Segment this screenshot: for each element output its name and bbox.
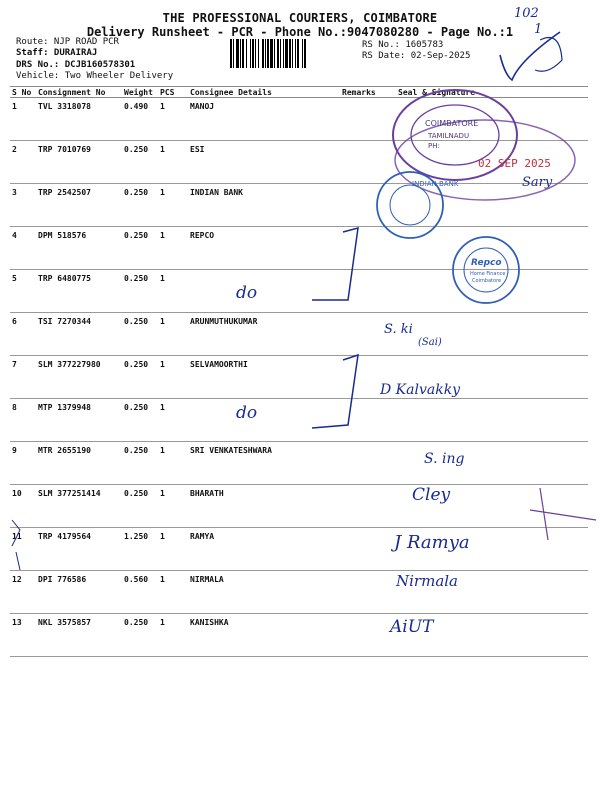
esi-stamp-phone: PH: — [428, 142, 440, 150]
document-subtitle: Delivery Runsheet - PCR - Phone No.:9047080280 - Page No.:1 — [86, 25, 514, 39]
cell-consignment: TRP 7010769 — [36, 141, 122, 184]
cell-consignee: KANISHKA — [188, 614, 340, 657]
col-seal: Seal & Signature — [396, 87, 588, 98]
rs-date: RS Date: 02-Sep-2025 — [362, 51, 471, 61]
cell-weight: 0.250 — [122, 356, 158, 399]
route-label: Route: NJP ROAD PCR — [16, 37, 119, 47]
corner-note-top: 102 — [514, 6, 539, 21]
signature-row-12: Nirmala — [396, 572, 458, 590]
cell-weight: 0.250 — [122, 614, 158, 657]
cell-weight: 1.250 — [122, 528, 158, 571]
cell-sno: 13 — [10, 614, 36, 657]
cell-consignment: SLM 377251414 — [36, 485, 122, 528]
cell-consignee: SRI VENKATESHWARA — [188, 442, 340, 485]
cell-weight: 0.250 — [122, 442, 158, 485]
repco-stamp-brand: Repco — [471, 258, 502, 268]
cell-consignment: TRP 2542507 — [36, 184, 122, 227]
signature-row-9: S. ing — [424, 451, 465, 467]
cell-sno: 10 — [10, 485, 36, 528]
cell-sno: 5 — [10, 270, 36, 313]
col-sno: S No — [10, 87, 36, 98]
cell-weight: 0.490 — [122, 98, 158, 141]
cell-sno: 3 — [10, 184, 36, 227]
cell-pcs: 1 — [158, 313, 188, 356]
cell-consignment: SLM 377227980 — [36, 356, 122, 399]
ditto-bracket-1 — [312, 228, 358, 300]
repco-stamp-inner — [464, 248, 508, 292]
cell-consignee: REPCO — [188, 227, 340, 270]
signature-row-11: J Ramya — [394, 532, 470, 553]
cell-sno: 7 — [10, 356, 36, 399]
cell-pcs: 1 — [158, 614, 188, 657]
cell-consignee: BHARATH — [188, 485, 340, 528]
cell-pcs: 1 — [158, 442, 188, 485]
corner-note-bottom: 1 — [534, 22, 543, 37]
signature-row-6: S. ki — [384, 322, 413, 337]
ditto-bracket-2 — [312, 355, 358, 428]
signature-row-10-scribble — [530, 488, 596, 540]
cell-weight: 0.250 — [122, 184, 158, 227]
cell-sno: 4 — [10, 227, 36, 270]
bank-stamp-name: INDIAN BANK — [412, 180, 459, 188]
cell-consignment: TVL 3318078 — [36, 98, 122, 141]
staff-label: Staff: DURAIRAJ — [16, 48, 98, 58]
drs-label: DRS No.: DCJB160578301 — [16, 60, 136, 70]
signature-row-7: D Kalvakky — [380, 382, 461, 398]
cell-sno: 9 — [10, 442, 36, 485]
cell-sno: 2 — [10, 141, 36, 184]
cell-sno: 6 — [10, 313, 36, 356]
cell-pcs: 1 — [158, 485, 188, 528]
cell-pcs: 1 — [158, 571, 188, 614]
signature-row-13: AiUT — [390, 617, 434, 637]
repco-stamp-line1: Home Finance — [470, 271, 506, 277]
vehicle-label: Vehicle: Two Wheeler Delivery — [16, 71, 174, 81]
document-title: THE PROFESSIONAL COURIERS, COIMBATORE — [162, 11, 438, 25]
cell-pcs: 1 — [158, 356, 188, 399]
col-consignee: Consignee Details — [188, 87, 340, 98]
cell-consignee: INDIAN BANK — [188, 184, 340, 227]
margin-mark — [12, 520, 20, 570]
cell-consignment: TRP 4179564 — [36, 528, 122, 571]
cell-consignment: DPM 518576 — [36, 227, 122, 270]
bank-stamp-inner — [390, 185, 430, 225]
col-weight: Weight — [122, 87, 158, 98]
cell-consignee: RAMYA — [188, 528, 340, 571]
cell-weight: 0.250 — [122, 313, 158, 356]
cell-consignment: TSI 7270344 — [36, 313, 122, 356]
rs-number: RS No.: 1605783 — [362, 40, 444, 50]
col-consignment: Consignment No — [36, 87, 122, 98]
esi-stamp-state: TAMILNADU — [428, 132, 470, 140]
check-scribble — [535, 38, 562, 72]
esi-stamp-city: COIMBATORE — [425, 119, 479, 128]
cell-weight: 0.250 — [122, 270, 158, 313]
cell-weight: 0.250 — [122, 141, 158, 184]
cell-pcs: 1 — [158, 399, 188, 442]
cell-weight: 0.560 — [122, 571, 158, 614]
cell-pcs: 1 — [158, 184, 188, 227]
col-pcs: PCS — [158, 87, 188, 98]
cell-sno: 11 — [10, 528, 36, 571]
cell-consignment: NKL 3575857 — [36, 614, 122, 657]
cell-consignee: SELVAMOORTHI — [188, 356, 340, 399]
signature-row-10: Cley — [412, 485, 451, 505]
repco-stamp-line2: Coimbatore — [472, 278, 502, 284]
cell-consignee: NIRMALA — [188, 571, 340, 614]
cell-pcs: 1 — [158, 141, 188, 184]
repco-stamp-outer — [453, 237, 519, 303]
cell-sno: 12 — [10, 571, 36, 614]
cell-pcs: 1 — [158, 270, 188, 313]
esi-signature: Sary — [522, 175, 553, 190]
ditto-mark-1: do — [236, 283, 258, 303]
cell-consignee: ESI — [188, 141, 340, 184]
cell-consignment: MTP 1379948 — [36, 399, 122, 442]
esi-stamp-date: 02 SEP 2025 — [478, 157, 551, 170]
cell-pcs: 1 — [158, 528, 188, 571]
signature-row-6-note: (Sai) — [418, 337, 442, 348]
cell-consignee: ARUNMUTHUKUMAR — [188, 313, 340, 356]
col-remarks: Remarks — [340, 87, 396, 98]
cell-sno: 8 — [10, 399, 36, 442]
ditto-mark-2: do — [236, 403, 258, 423]
cell-pcs: 1 — [158, 98, 188, 141]
cell-weight: 0.250 — [122, 227, 158, 270]
cell-sno: 1 — [10, 98, 36, 141]
check-mark — [500, 32, 560, 80]
cell-consignee: MANOJ — [188, 98, 340, 141]
cell-weight: 0.250 — [122, 485, 158, 528]
cell-consignment: MTR 2655190 — [36, 442, 122, 485]
cell-consignment: DPI 776586 — [36, 571, 122, 614]
cell-weight: 0.250 — [122, 399, 158, 442]
cell-pcs: 1 — [158, 227, 188, 270]
cell-consignment: TRP 6480775 — [36, 270, 122, 313]
